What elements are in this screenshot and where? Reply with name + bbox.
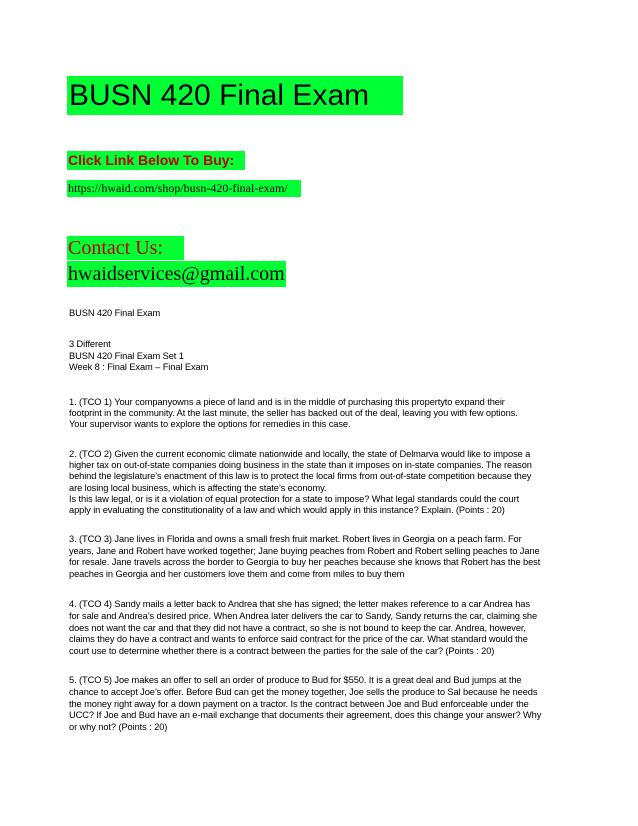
question-line: UCC? If Joe and Bud have an e-mail exchange that documents their agreement, does this change your answer? Why [69, 710, 542, 721]
product-link[interactable]: https://hwaid.com/shop/busn-420-final-exam/ [67, 180, 301, 197]
question-line: does not want the car and that they did not have a contract, so she is not bound to keep the car. Andrea, however, [69, 622, 526, 633]
exam-meta [69, 339, 569, 374]
buy-link-label: Click Link Below To Buy: [67, 151, 245, 170]
subtitle: BUSN 420 Final Exam [69, 308, 161, 318]
question-line: apply in evaluating the constitutionality of a law and which would apply in this instance? Explain. (Points : 20) [69, 505, 505, 516]
question-line: for resale. Jane travels across the border to Georgia to buy her peaches because she knows that Robert has the best [69, 557, 541, 567]
question-line: Your supervisor wants to explore the options for remedies in this case. [69, 419, 351, 429]
question-line: behind the legislature’s enactment of this law is to protect the local firms from out-of-state competition because they [69, 471, 532, 482]
question-line: 2. (TCO 2) Given the current economic climate nationwide and locally, the state of Delmarva would like to impose a [69, 449, 531, 459]
question-line: 3. (TCO 3) Jane lives in Florida and owns a small fresh fruit market. Robert lives in Georgia on a peach farm. For [69, 534, 522, 544]
question-line: claims they do have a contract and wants to enforce said contract for the price of the car. What standard would the [69, 634, 528, 645]
document-title: BUSN 420 Final Exam [67, 76, 403, 115]
question-line: 4. (TCO 4) Sandy mails a letter back to Andrea that she has signed; the letter makes reference to a car Andrea has [69, 599, 530, 609]
question-line: 1. (TCO 1) Your companyowns a piece of land and is in the middle of purchasing this propertyto expand their [69, 397, 505, 407]
question-line: chance to accept Joe’s offer. Before Bud can get the money together, Joe sells the produce to Sal because he needs [69, 686, 538, 697]
meta-line: 3 Different [69, 339, 111, 349]
question-2 [69, 449, 569, 516]
question-line: are losing local business, which is affecting the state’s economy. [69, 482, 327, 493]
question-line: the money right away for a down payment on a tractor. Is the contract between Joe and Bud enforceable under the [69, 698, 529, 709]
question-3 [69, 534, 569, 580]
question-line: peaches in Georgia and her customers love them and come from miles to buy them [69, 568, 405, 579]
question-line: or why not? (Points : 20) [69, 722, 168, 733]
question-line: higher tax on out-of-state companies doing business in the state than it imposes on in-state companies. The reason [69, 460, 532, 471]
question-4 [69, 599, 569, 658]
question-line: Is this law legal, or is it a violation of equal protection for a state to impose? What legal standards could the court [69, 493, 520, 504]
contact-email[interactable]: hwaidservices@gmail.com [68, 263, 285, 285]
question-line: for sale and Andrea’s desired price. When Andrea later delivers the car to Sandy, Sandy returns the car, claiming she [69, 610, 538, 621]
question-line: court use to determine whether there is a contract between the parties for the sale of the car? (Points : 20) [69, 646, 495, 657]
meta-line: BUSN 420 Final Exam Set 1 [69, 350, 184, 361]
meta-line: Week 8 : Final Exam – Final Exam [69, 362, 209, 372]
question-line: 5. (TCO 5) Joe makes an offer to sell an order of produce to Bud for $550. It is a great deal and Bud jumps at the [69, 675, 522, 685]
question-line: footprint in the community. At the last minute, the seller has backed out of the deal, leaving you with few options. [69, 408, 518, 418]
question-1 [69, 397, 569, 430]
question-line: years, Jane and Robert have worked together; Jane buying peaches from Robert and Robert selling peaches to Jane [69, 545, 540, 556]
question-5 [69, 675, 569, 734]
contact-label: Contact Us: [67, 236, 184, 260]
